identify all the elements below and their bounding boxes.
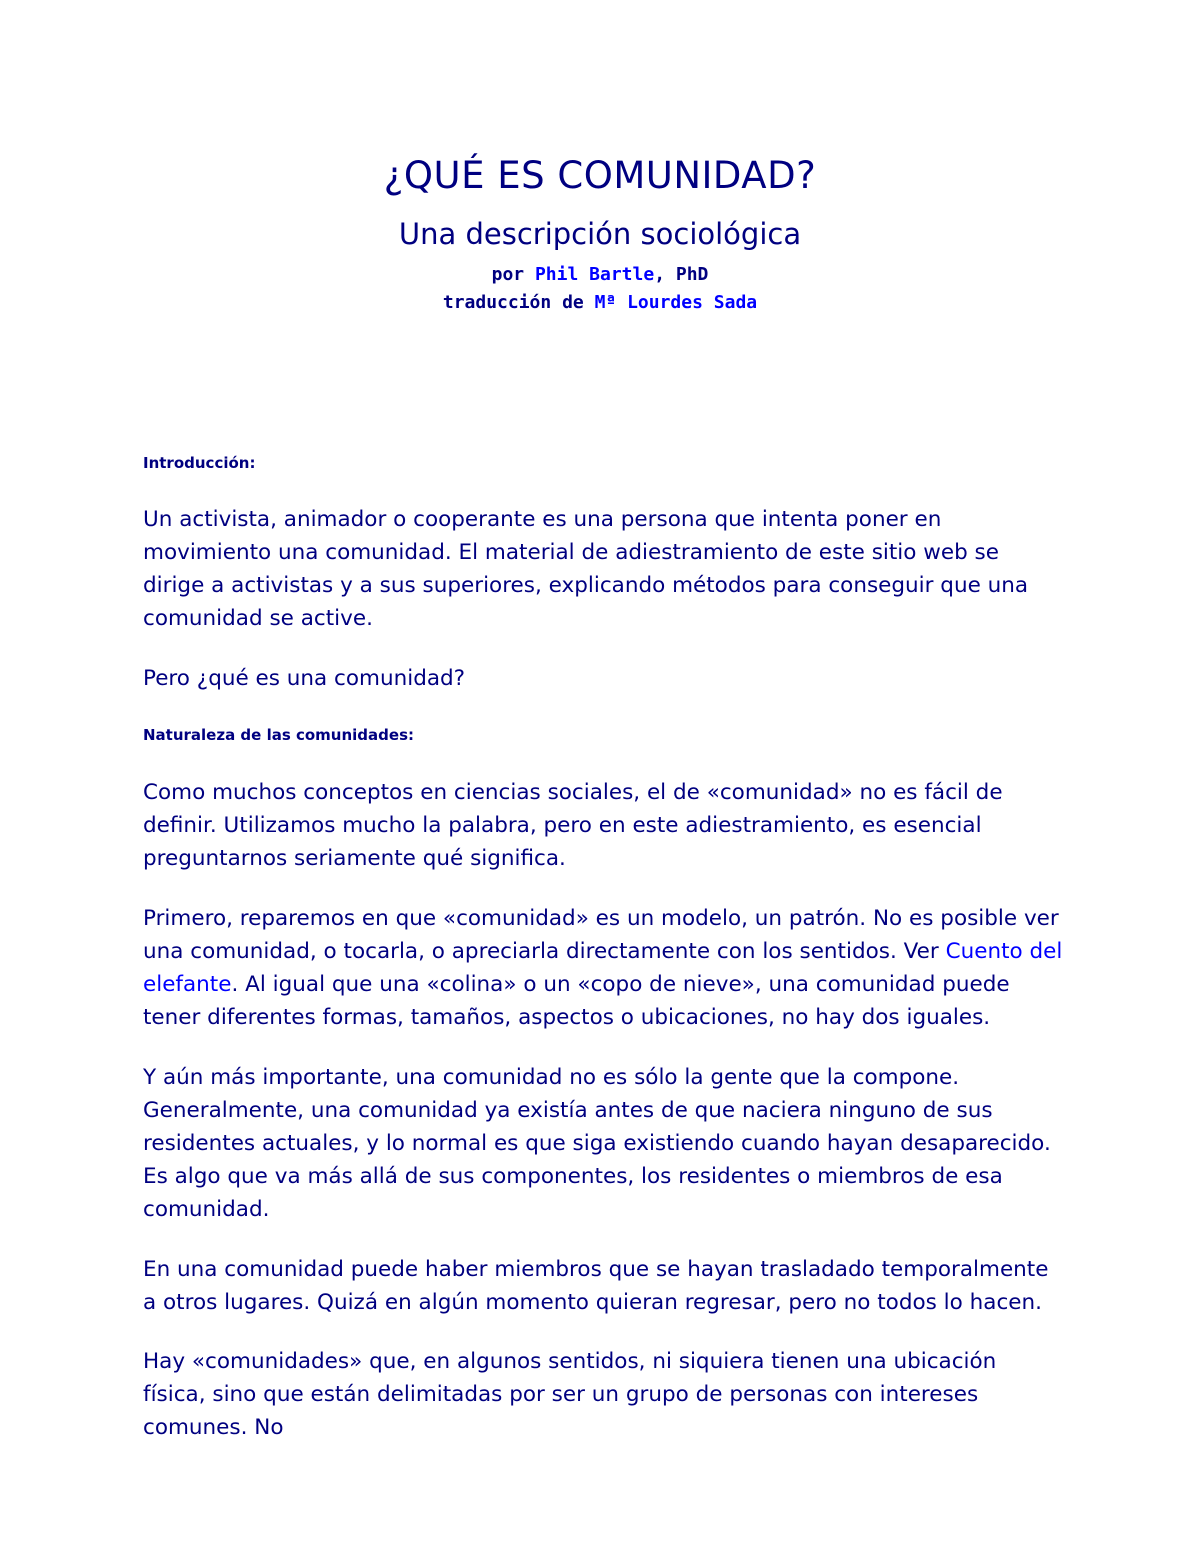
page-title: ¿QUÉ ES COMUNIDAD? — [383, 154, 817, 197]
people-paragraph: Y aún más importante, una comunidad no es sólo la gente que la compone. Generalmente, una comunidad ya existía antes de que naciera ninguno de sus residentes actuales, y lo normal es que siga existiendo cuando hayan desaparecido. Es algo que va más allá de sus componentes, los residentes o miembros de esa comunidad. — [143, 1065, 1051, 1222]
author-byline — [0, 262, 1200, 288]
concepts-paragraph: Como muchos conceptos en ciencias sociales, el de «comunidad» no es fácil de definir. Utilizamos mucho la palabra, pero en este adiestramiento, es esencial preguntarnos seriamente qué significa. — [143, 780, 1003, 871]
byline-prefix: por — [491, 264, 535, 285]
byline-suffix: , PhD — [654, 264, 709, 285]
model-text-before: Primero, reparemos en que «comunidad» es un modelo, un patrón. No es posible ver una comunidad, o tocarla, o apreciarla directamente con los sentidos. Ver — [143, 906, 1059, 964]
intro-paragraph: Un activista, animador o cooperante es una persona que intenta poner en movimiento una comunidad. El material de adiestramiento de este sitio web se dirige a activistas y a sus superiores, explicando métodos para conseguir que una comunidad se active. — [143, 507, 1029, 631]
model-paragraph — [143, 902, 1063, 1034]
translator-link[interactable]: Mª Lourdes Sada — [594, 292, 758, 313]
page-subtitle: Una descripción sociológica — [398, 217, 802, 251]
question-paragraph: Pero ¿qué es una comunidad? — [143, 666, 466, 691]
interests-paragraph: Hay «comunidades» que, en algunos sentidos, ni siquiera tienen una ubicación física, sino que están delimitadas por ser un grupo de personas con intereses comunes. No — [143, 1349, 997, 1440]
translation-prefix: traducción de — [442, 292, 595, 313]
intro-heading: Introducción: — [143, 454, 256, 472]
elephant-story-link[interactable]: Cuento del elefante — [143, 939, 1063, 997]
members-paragraph: En una comunidad puede haber miembros que se hayan trasladado temporalmente a otros lugares. Quizá en algún momento quieran regresar, pero no todos lo hacen. — [143, 1257, 1049, 1315]
author-link[interactable]: Phil Bartle — [534, 264, 655, 285]
model-text-after: . Al igual que una «colina» o un «copo de nieve», una comunidad puede tener diferentes formas, tamaños, aspectos o ubicaciones, no hay dos iguales. — [143, 972, 1010, 1030]
translator-byline — [0, 290, 1200, 316]
nature-heading: Naturaleza de las comunidades: — [143, 726, 415, 744]
